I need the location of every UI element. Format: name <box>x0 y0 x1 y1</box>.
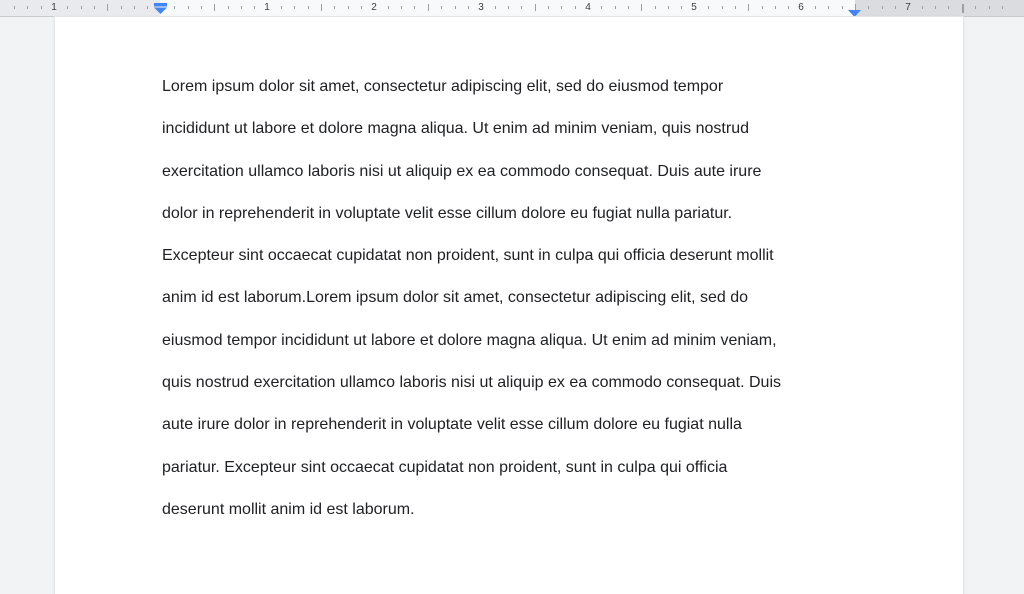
left-indent-marker-icon[interactable] <box>154 2 167 14</box>
right-indent-marker-icon[interactable] <box>848 6 861 16</box>
ruler-tick <box>321 4 322 11</box>
ruler-tick <box>521 6 522 9</box>
ruler-tick <box>975 6 976 9</box>
ruler-tick <box>735 6 736 9</box>
text-line: aute irure dolor in reprehenderit in voluptate velit esse cillum dolore eu fugiat nulla <box>162 416 742 434</box>
ruler-tick <box>762 6 763 9</box>
ruler-tick <box>401 6 402 9</box>
ruler-tick <box>508 6 509 9</box>
ruler-tick <box>308 6 309 9</box>
ruler-tick <box>655 6 656 9</box>
ruler-tick <box>748 4 749 11</box>
ruler-tick <box>147 6 148 9</box>
ruler-tick <box>468 6 469 9</box>
text-line: Excepteur sint occaecat cupidatat non proident, sunt in culpa qui officia deserunt mollit <box>162 247 774 265</box>
ruler-tick <box>548 6 549 9</box>
ruler-tick <box>708 6 709 9</box>
ruler-tick <box>67 6 68 9</box>
ruler-tick <box>989 6 990 9</box>
ruler-tick <box>294 6 295 9</box>
ruler-tick <box>281 6 282 9</box>
text-line: incididunt ut labore et dolore magna aliqua. Ut enim ad minim veniam, quis nostrud <box>162 120 749 138</box>
ruler-tick <box>455 6 456 9</box>
ruler-tick <box>575 6 576 9</box>
document-page[interactable] <box>55 17 963 594</box>
ruler-page-edge-marker <box>962 4 964 13</box>
ruler-tick <box>348 6 349 9</box>
ruler-tick <box>414 6 415 9</box>
ruler-tick <box>815 6 816 9</box>
text-line: quis nostrud exercitation ullamco laboris nisi ut aliquip ex ea commodo consequat. Duis <box>162 374 781 392</box>
ruler-tick <box>441 6 442 9</box>
horizontal-ruler[interactable] <box>0 0 1024 17</box>
text-line: Lorem ipsum dolor sit amet, consectetur adipiscing elit, sed do eiusmod tempor <box>162 78 724 95</box>
ruler-tick <box>94 6 95 9</box>
ruler-tick <box>27 6 28 9</box>
ruler-tick <box>188 6 189 9</box>
ruler-right-margin <box>855 0 1024 16</box>
ruler-tick <box>361 6 362 9</box>
ruler-number: 2 <box>371 2 377 13</box>
text-line: deserunt mollit anim id est laborum. <box>162 500 415 518</box>
ruler-tick <box>895 6 896 9</box>
ruler-number: 7 <box>905 2 911 13</box>
ruler-tick <box>601 6 602 9</box>
text-line: anim id est laborum.Lorem ipsum dolor sit amet, consectetur adipiscing elit, sed do <box>162 289 749 307</box>
ruler-tick <box>201 6 202 9</box>
text-line: dolor in reprehenderit in voluptate velit esse cillum dolore eu fugiat nulla pariatur. <box>162 204 733 222</box>
ruler-number: 3 <box>478 2 484 13</box>
ruler-number: 4 <box>585 2 591 13</box>
ruler-tick <box>14 6 15 9</box>
text-line: exercitation ullamco laboris nisi ut aliquip ex ea commodo consequat. Duis aute irure <box>162 162 762 180</box>
ruler-tick <box>668 6 669 9</box>
ruler-tick <box>722 6 723 9</box>
ruler-tick <box>922 6 923 9</box>
ruler-number: 1 <box>51 2 57 13</box>
ruler-tick <box>615 6 616 9</box>
ruler-tick <box>107 4 108 11</box>
ruler-tick <box>935 6 936 9</box>
ruler-tick <box>535 4 536 11</box>
ruler-tick <box>842 6 843 9</box>
ruler-tick <box>495 6 496 9</box>
ruler-tick <box>121 6 122 9</box>
ruler-tick <box>81 6 82 9</box>
ruler-tick <box>254 6 255 9</box>
ruler-tick <box>641 4 642 11</box>
ruler-tick <box>334 6 335 9</box>
ruler-tick <box>241 6 242 9</box>
ruler-number: 1 <box>264 2 270 13</box>
ruler-tick <box>388 6 389 9</box>
ruler-tick <box>948 6 949 9</box>
ruler-number: 6 <box>798 2 804 13</box>
ruler-tick <box>228 6 229 9</box>
ruler-number: 5 <box>691 2 697 13</box>
text-line: pariatur. Excepteur sint occaecat cupidatat non proident, sunt in culpa qui officia <box>162 458 728 476</box>
ruler-tick <box>882 6 883 9</box>
ruler-tick <box>788 6 789 9</box>
ruler-tick <box>775 6 776 9</box>
ruler-tick <box>868 6 869 9</box>
ruler-tick <box>214 4 215 11</box>
ruler-tick <box>428 4 429 11</box>
document-body[interactable] <box>162 66 862 531</box>
ruler-tick <box>828 6 829 9</box>
ruler-tick <box>174 6 175 9</box>
ruler-tick <box>41 6 42 9</box>
ruler-left-margin <box>0 0 160 16</box>
text-line: eiusmod tempor incididunt ut labore et dolore magna aliqua. Ut enim ad minim veniam, <box>162 331 777 349</box>
ruler-tick <box>628 6 629 9</box>
ruler-tick <box>561 6 562 9</box>
ruler-tick <box>134 6 135 9</box>
ruler-tick <box>681 6 682 9</box>
ruler-tick <box>1002 6 1003 9</box>
